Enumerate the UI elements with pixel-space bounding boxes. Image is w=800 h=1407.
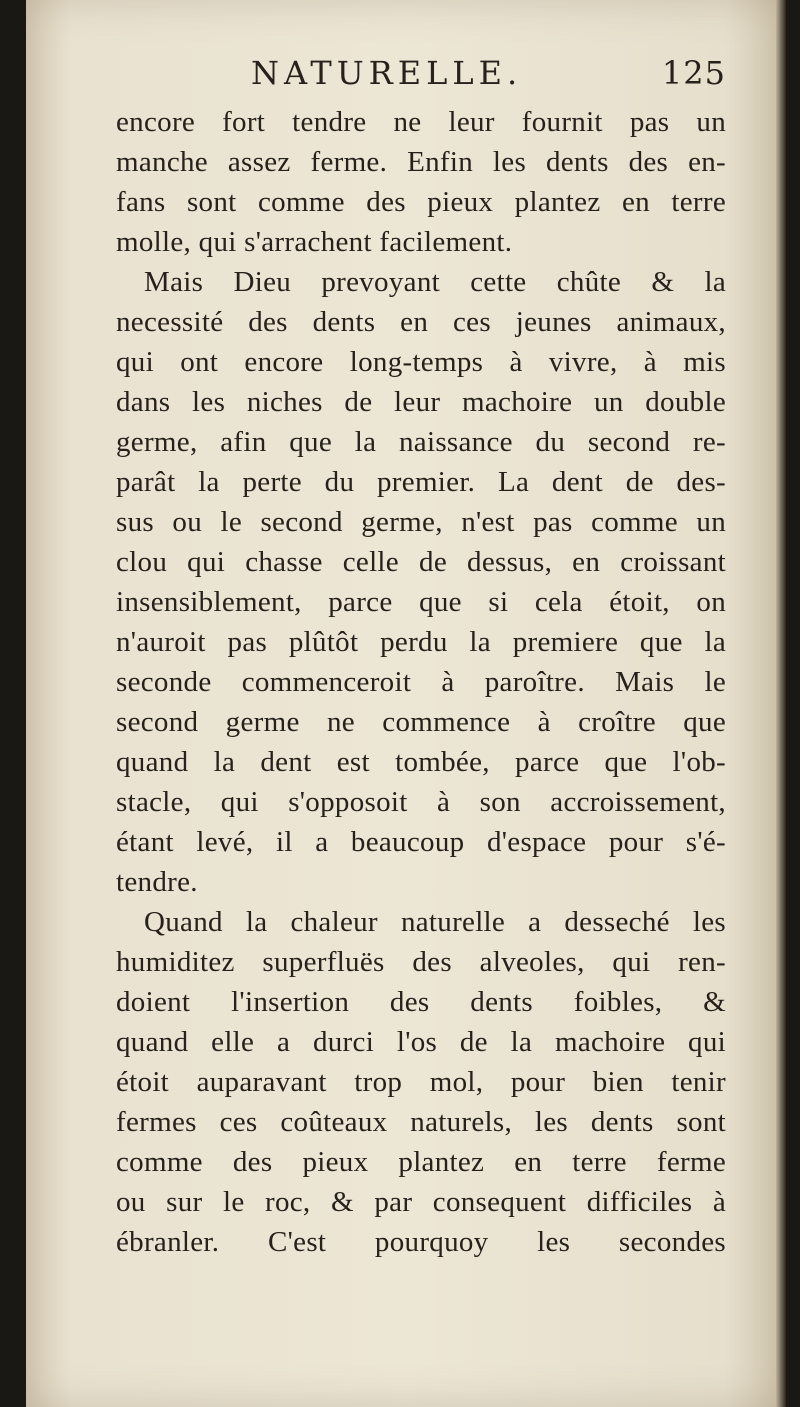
page-edge-shadow [776,0,786,1407]
text-line: encore fort tendre ne leur fournit pas un [116,106,726,138]
text-line: clou qui chasse celle de dessus, en croissant [116,546,726,578]
text-line: molle, qui s'arrachent facilement. [116,226,513,258]
text-line: n'auroit pas plûtôt perdu la premiere que la [116,626,726,658]
text-line: seconde commenceroit à paroître. Mais le [116,666,726,698]
text-line: humiditez superfluës des alveoles, qui ren- [116,946,726,978]
text-line: insensiblement, parce que si cela étoit, on [116,586,726,618]
text-line: manche assez ferme. Enfin les dents des en- [116,146,726,178]
text-line: fermes ces coûteaux naturels, les dents sont [116,1106,726,1138]
text-line: stacle, qui s'opposoit à son accroissement, [116,786,726,818]
text-line: quand elle a durci l'os de la machoire qui [116,1026,726,1058]
text-line: étoit auparavant trop mol, pour bien tenir [116,1066,726,1098]
text-line: qui ont encore long-temps à vivre, à mis [116,346,726,378]
text-line: ébranler. C'est pourquoy les secondes [116,1226,726,1258]
book-page [26,0,786,1407]
text-line: dans les niches de leur machoire un double [116,386,726,418]
text-line: necessité des dents en ces jeunes animaux, [116,306,726,338]
page-header [116,52,726,102]
text-line: Quand la chaleur naturelle a desseché les [144,906,726,938]
text-line: étant levé, il a beaucoup d'espace pour s'é- [116,826,726,858]
text-line: sus ou le second germe, n'est pas comme un [116,506,726,538]
text-line: fans sont comme des pieux plantez en terre [116,186,726,218]
text-line: tendre. [116,866,198,898]
running-head: NATURELLE. [251,54,523,92]
text-line: comme des pieux plantez en terre ferme [116,1146,726,1178]
page-number: 125 [661,54,726,92]
text-line: quand la dent est tombée, parce que l'ob- [116,746,726,778]
text-line: second germe ne commence à croître que [116,706,726,738]
text-line: parât la perte du premier. La dent de des- [116,466,726,498]
text-line: doient l'insertion des dents foibles, & [116,986,726,1018]
text-block [116,52,726,1262]
text-line: ou sur le roc, & par consequent difficiles à [116,1186,726,1218]
text-line: germe, afin que la naissance du second re- [116,426,726,458]
text-line: Mais Dieu prevoyant cette chûte & la [144,266,726,298]
